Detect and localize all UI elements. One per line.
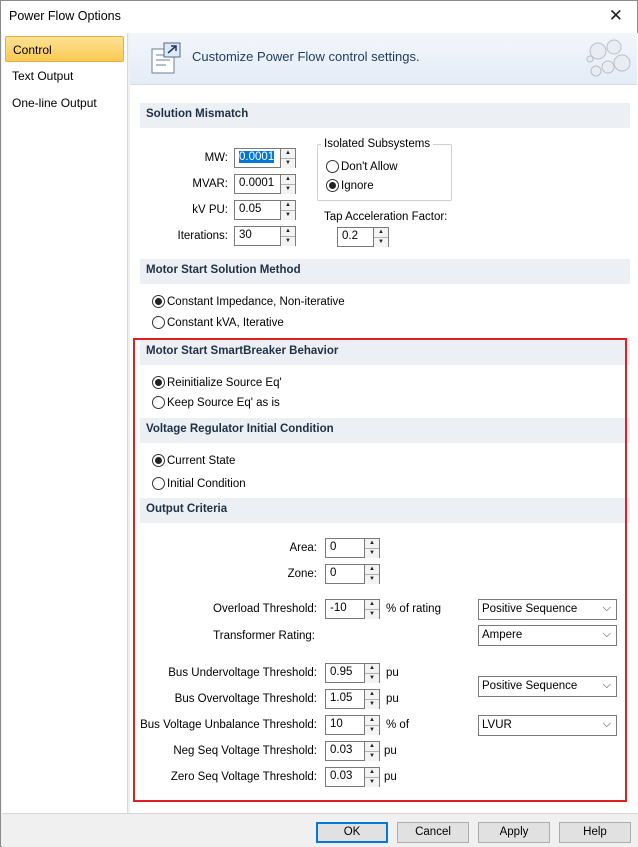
overload-unit: % of rating (386, 603, 441, 615)
help-button[interactable]: Help (559, 822, 631, 843)
neg-seq-label: Neg Seq Voltage Threshold: (173, 745, 317, 757)
bus-undervoltage-input[interactable]: 0.95 (325, 663, 365, 683)
spin-up-icon[interactable]: ▲ (281, 227, 295, 237)
voltage-unbalance-input[interactable]: 10 (325, 715, 365, 735)
radio-constant-kva[interactable] (152, 316, 284, 329)
header-band (130, 33, 637, 85)
overload-threshold-label: Overload Threshold: (213, 603, 317, 615)
spin-up-icon[interactable]: ▲ (281, 149, 295, 159)
kvpu-input[interactable]: 0.05 (234, 200, 281, 220)
dropdown-value: Positive Sequence (482, 680, 578, 692)
highlight-annotation-box (133, 338, 627, 802)
nav-item-text-output[interactable]: Text Output (12, 69, 74, 83)
spin-down-icon[interactable]: ▼ (365, 752, 379, 761)
spin-up-icon[interactable]: ▲ (365, 768, 379, 778)
dropdown-value: Positive Sequence (482, 603, 578, 615)
chevron-down-icon[interactable]: ⌵ (602, 602, 611, 614)
zero-seq-label: Zero Seq Voltage Threshold: (170, 771, 317, 783)
voltage-unbalance-unit: % of (386, 719, 410, 731)
spin-up-icon[interactable]: ▲ (365, 664, 379, 674)
kvpu-spinner[interactable] (234, 200, 296, 220)
overload-threshold-input[interactable]: -10 (325, 599, 365, 619)
spin-up-icon[interactable]: ▲ (365, 539, 379, 549)
neg-seq-input[interactable]: 0.03 (325, 741, 365, 761)
radio-dont-allow[interactable] (326, 160, 398, 173)
spin-down-icon[interactable]: ▼ (365, 549, 379, 558)
button-bar (2, 813, 638, 847)
title-bar (1, 1, 637, 33)
settings-list-icon (150, 41, 184, 78)
nav-item-one-line-output[interactable]: One-line Output (12, 96, 97, 110)
bus-undervoltage-unit: pu (386, 667, 399, 679)
spin-up-icon[interactable]: ▲ (365, 565, 379, 575)
tap-acceleration-input[interactable]: 0.2 (337, 227, 374, 247)
spin-down-icon[interactable]: ▼ (281, 237, 295, 246)
chevron-down-icon[interactable]: ⌵ (602, 718, 611, 730)
cancel-button[interactable]: Cancel (397, 822, 469, 843)
section-motor-start-method: Motor Start Solution Method (140, 259, 630, 284)
bus-undervoltage-label: Bus Undervoltage Threshold: (168, 667, 317, 679)
radio-label: Initial Condition (167, 477, 246, 490)
spin-up-icon[interactable]: ▲ (281, 201, 295, 211)
area-input[interactable]: 0 (325, 538, 365, 558)
dropdown-value: LVUR (482, 719, 512, 731)
decorative-gears-icon (568, 37, 634, 86)
radio-checked-icon[interactable] (326, 179, 339, 192)
apply-button[interactable]: Apply (478, 822, 550, 843)
ok-button[interactable]: OK (316, 822, 388, 843)
spin-down-icon[interactable]: ▼ (281, 211, 295, 220)
spin-down-icon[interactable]: ▼ (365, 674, 379, 683)
zone-input[interactable]: 0 (325, 564, 365, 584)
section-smartbreaker: Motor Start SmartBreaker Behavior (140, 340, 630, 365)
mw-label: MW: (204, 152, 228, 164)
window-title: Power Flow Options (9, 9, 121, 23)
mw-input[interactable]: 0.0001 (234, 148, 281, 168)
mvar-input[interactable]: 0.0001 (234, 174, 281, 194)
spin-down-icon[interactable]: ▼ (281, 159, 295, 168)
spin-up-icon[interactable]: ▲ (365, 600, 379, 610)
header-text: Customize Power Flow control settings. (192, 49, 420, 64)
mvar-spinner[interactable] (234, 174, 296, 194)
neg-seq-unit: pu (384, 745, 397, 757)
bus-overvoltage-label: Bus Overvoltage Threshold: (174, 693, 317, 705)
close-icon[interactable]: ✕ (608, 6, 623, 25)
radio-label: Current State (167, 454, 236, 467)
nav-item-control[interactable]: Control (5, 36, 124, 62)
spin-down-icon[interactable]: ▼ (365, 610, 379, 619)
mvar-label: MVAR: (192, 178, 228, 190)
chevron-down-icon[interactable]: ⌵ (602, 628, 611, 640)
radio-constant-impedance[interactable] (152, 295, 345, 308)
radio-label: Ignore (341, 179, 374, 192)
area-label: Area: (289, 542, 317, 554)
voltage-unbalance-label: Bus Voltage Unbalance Threshold: (140, 719, 317, 731)
spin-down-icon[interactable]: ▼ (365, 726, 379, 735)
iterations-input[interactable]: 30 (234, 226, 281, 246)
radio-ignore[interactable] (326, 179, 374, 192)
radio-circle-icon[interactable] (326, 160, 339, 173)
radio-label: Constant kVA, Iterative (167, 316, 284, 329)
radio-label: Reinitialize Source Eq' (167, 376, 282, 389)
section-solution-mismatch: Solution Mismatch (140, 103, 630, 128)
tap-acceleration-spinner[interactable] (337, 227, 389, 247)
iterations-spinner[interactable] (234, 226, 296, 246)
spin-up-icon[interactable]: ▲ (365, 690, 379, 700)
transformer-rating-label: Transformer Rating: (213, 630, 315, 642)
radio-circle-icon[interactable] (152, 316, 165, 329)
spin-down-icon[interactable]: ▼ (365, 575, 379, 584)
spin-up-icon[interactable]: ▲ (365, 742, 379, 752)
chevron-down-icon[interactable]: ⌵ (602, 679, 611, 691)
iterations-label: Iterations: (177, 230, 228, 242)
radio-label: Keep Source Eq' as is (167, 396, 280, 409)
zero-seq-input[interactable]: 0.03 (325, 767, 365, 787)
category-nav (2, 33, 128, 813)
bus-overvoltage-input[interactable]: 1.05 (325, 689, 365, 709)
spin-up-icon[interactable]: ▲ (365, 716, 379, 726)
radio-label: Don't Allow (341, 160, 398, 173)
isolated-subsystems-title: Isolated Subsystems (321, 138, 433, 150)
spin-down-icon[interactable]: ▼ (281, 185, 295, 194)
spin-up-icon[interactable]: ▲ (374, 228, 388, 238)
radio-label: Constant Impedance, Non-iterative (167, 295, 345, 308)
kvpu-label: kV PU: (192, 204, 228, 216)
zero-seq-unit: pu (384, 771, 397, 783)
spin-down-icon[interactable]: ▼ (365, 778, 379, 787)
radio-checked-icon[interactable] (152, 295, 165, 308)
spin-down-icon[interactable]: ▼ (374, 238, 388, 247)
dropdown-value: Ampere (482, 629, 523, 641)
spin-up-icon[interactable]: ▲ (281, 175, 295, 185)
zone-label: Zone: (287, 568, 317, 580)
bus-overvoltage-unit: pu (386, 693, 399, 705)
tap-acceleration-label: Tap Acceleration Factor: (324, 211, 448, 223)
section-output-criteria: Output Criteria (140, 498, 630, 523)
spin-down-icon[interactable]: ▼ (365, 700, 379, 709)
mw-spinner[interactable] (234, 148, 296, 168)
section-voltage-regulator: Voltage Regulator Initial Condition (140, 418, 630, 443)
